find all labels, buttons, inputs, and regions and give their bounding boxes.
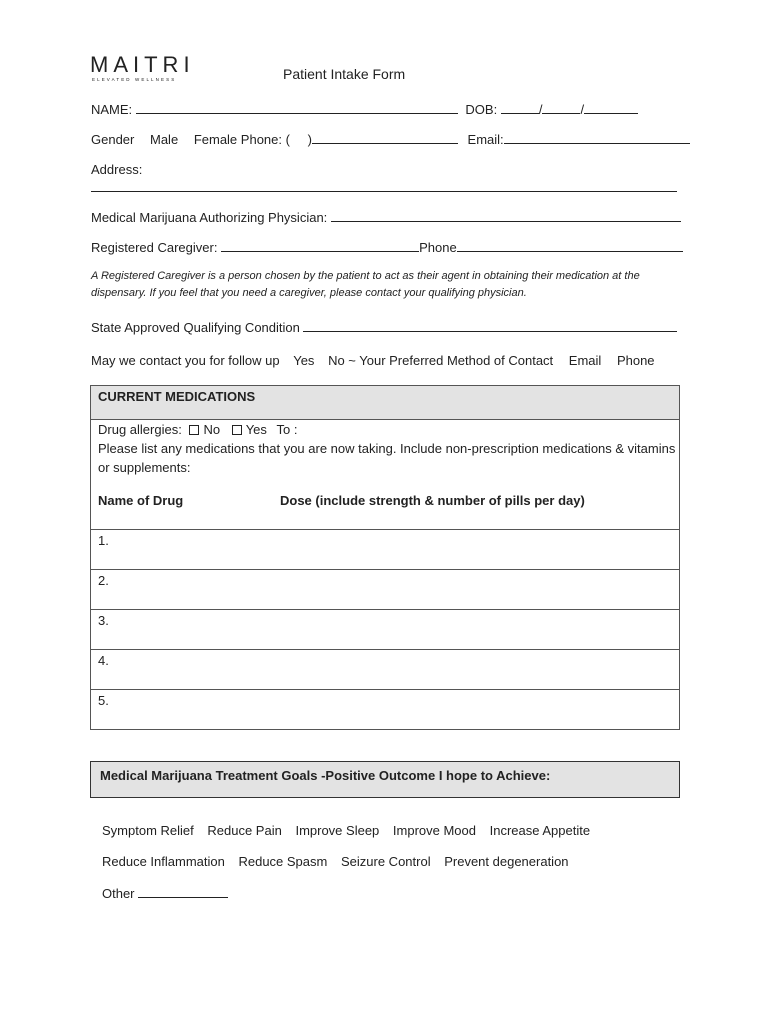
medication-row[interactable] <box>90 689 680 730</box>
medications-instructions: or supplements: <box>98 460 191 475</box>
allergies-row <box>98 422 298 438</box>
contact-row <box>91 353 655 369</box>
caregiver-phone-field[interactable] <box>457 239 683 252</box>
gender-male-option[interactable]: Male <box>150 132 179 147</box>
goal-option[interactable]: Symptom Relief <box>102 823 194 838</box>
goal-option[interactable]: Improve Sleep <box>295 823 380 838</box>
address-label: Address: <box>91 162 143 177</box>
condition-field[interactable] <box>303 319 677 332</box>
goal-option[interactable]: Reduce Pain <box>207 823 282 838</box>
logo-tagline: ELEVATED WELLNESS <box>92 77 177 82</box>
goals-other-row <box>102 885 228 902</box>
caregiver-note: dispensary. If you feel that you need a caregiver, please contact your qualifying physician. <box>91 287 527 299</box>
gender-row <box>91 131 690 148</box>
phone-paren: ) <box>307 132 312 147</box>
goal-option[interactable]: Seizure Control <box>340 854 431 869</box>
medication-row[interactable] <box>90 569 680 610</box>
condition-row <box>91 319 677 336</box>
phone-field[interactable] <box>312 131 458 144</box>
name-field[interactable] <box>136 101 458 114</box>
name-label: NAME: <box>91 102 133 117</box>
row-number: 3. <box>98 613 109 628</box>
logo-name: MAITRI <box>90 52 195 77</box>
allergy-yes-label: Yes <box>245 422 267 437</box>
column-header-dose: Dose (include strength & number of pills per day) <box>280 493 585 508</box>
caregiver-phone-label: Phone <box>419 240 457 255</box>
physician-row <box>91 209 681 226</box>
dob-label: DOB: <box>465 102 498 117</box>
physician-label: Medical Marijuana Authorizing Physician: <box>91 210 328 225</box>
name-row <box>91 101 638 118</box>
allergy-no-label: No <box>203 422 221 437</box>
allergies-label: Drug allergies: <box>98 422 182 437</box>
goal-option[interactable]: Reduce Spasm <box>238 854 328 869</box>
caregiver-row <box>91 239 683 256</box>
physician-field[interactable] <box>331 209 681 222</box>
address-field[interactable] <box>91 191 677 192</box>
logo <box>90 48 200 84</box>
contact-yes-option[interactable]: Yes <box>293 353 315 368</box>
goal-option[interactable]: Prevent degeneration <box>444 854 569 869</box>
goals-title: Medical Marijuana Treatment Goals -Positive Outcome I hope to Achieve: <box>100 768 551 783</box>
goals-header <box>90 761 680 798</box>
gender-label: Gender <box>91 132 135 147</box>
goal-option[interactable]: Reduce Inflammation <box>102 854 225 869</box>
row-number: 1. <box>98 533 109 548</box>
medications-instructions: Please list any medications that you are now taking. Include non-prescription medications & vitamins <box>98 441 676 456</box>
goal-option[interactable]: Improve Mood <box>392 823 476 838</box>
dob-separator: / <box>538 102 543 117</box>
goals-row-2 <box>102 854 569 870</box>
medication-row[interactable] <box>90 649 680 690</box>
goal-other-label: Other <box>102 886 135 901</box>
caregiver-field[interactable] <box>221 239 419 252</box>
contact-no-option[interactable]: No ~ Your Preferred Method of Contact <box>328 353 554 368</box>
caregiver-note: A Registered Caregiver is a person chosen by the patient to act as their agent in obtaining their medication at the <box>91 270 640 282</box>
contact-email-option[interactable]: Email <box>568 353 602 368</box>
row-number: 4. <box>98 653 109 668</box>
column-header-drug: Name of Drug <box>98 493 184 508</box>
contact-phone-option[interactable]: Phone <box>616 353 655 368</box>
dob-year-field[interactable] <box>584 101 638 114</box>
dob-day-field[interactable] <box>542 101 580 114</box>
caregiver-label: Registered Caregiver: <box>91 240 218 255</box>
allergy-no-checkbox[interactable] <box>189 425 199 435</box>
contact-question: May we contact you for follow up <box>91 353 280 368</box>
row-number: 5. <box>98 693 109 708</box>
email-field[interactable] <box>504 131 690 144</box>
goal-other-field[interactable] <box>138 885 228 898</box>
medication-row[interactable] <box>90 529 680 570</box>
gender-female-option[interactable]: Female <box>193 132 238 147</box>
medications-title: CURRENT MEDICATIONS <box>98 389 256 404</box>
goal-option[interactable]: Increase Appetite <box>489 823 591 838</box>
dob-month-field[interactable] <box>501 101 539 114</box>
allergy-yes-checkbox[interactable] <box>232 425 242 435</box>
row-number: 2. <box>98 573 109 588</box>
condition-label: State Approved Qualifying Condition <box>91 320 300 335</box>
dob-separator: / <box>580 102 585 117</box>
form-title: Patient Intake Form <box>283 66 406 82</box>
goals-row-1 <box>102 823 590 839</box>
allergy-to-label: To : <box>276 422 298 437</box>
phone-label: Phone: ( <box>240 132 290 147</box>
medications-body <box>90 419 680 530</box>
medications-header <box>90 385 680 420</box>
email-label: Email: <box>467 132 504 147</box>
medication-row[interactable] <box>90 609 680 650</box>
